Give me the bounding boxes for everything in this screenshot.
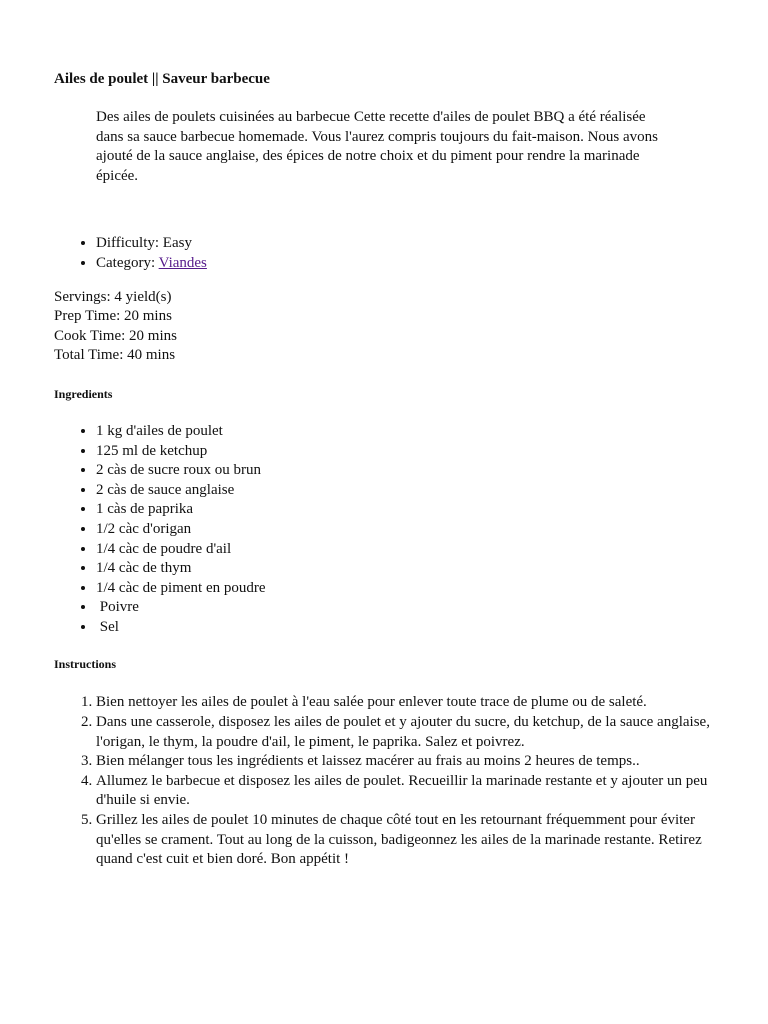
instruction-step: 3. Bien mélanger tous les ingrédients et laissez macérer au frais au moins 2 heures de temps..: [96, 752, 726, 772]
ingredient-item: • Poivre: [96, 598, 714, 618]
prep-time: Prep Time: 20 mins: [54, 308, 172, 325]
ingredient-item: • 2 càs de sauce anglaise: [96, 481, 714, 501]
instruction-step: 2. Dans une casserole, disposez les ailes de poulet et y ajouter du sucre, du ketchup, de la sauce anglaise, l'origan, le thym, la poudre d'ail, le piment, le paprika. Salez et poivrez.: [96, 713, 726, 752]
ingredient-item: • 1/4 càc de poudre d'ail: [96, 540, 714, 560]
recipe-title: Ailes de poulet || Saveur barbecue: [54, 71, 270, 87]
ingredient-item: • 1/4 càc de piment en poudre: [96, 579, 714, 599]
cook-time: Cook Time: 20 mins: [54, 327, 177, 344]
recipe-times: [54, 288, 714, 366]
ingredient-item: • 1 càs de paprika: [96, 500, 714, 520]
ingredient-item: • 1 kg d'ailes de poulet: [96, 422, 714, 442]
recipe-meta-list: [54, 234, 714, 273]
ingredient-item: • 2 càs de sucre roux ou brun: [96, 461, 714, 481]
instructions-heading: Instructions: [54, 657, 117, 672]
ingredient-item: • 125 ml de ketchup: [96, 442, 714, 462]
servings: Servings: 4 yield(s): [54, 288, 172, 305]
category-link[interactable]: Viandes: [158, 254, 207, 271]
ingredient-item: • 1/4 càc de thym: [96, 559, 714, 579]
difficulty-item: • Difficulty: Easy: [96, 234, 714, 254]
recipe-description: Des ailes de poulets cuisinées au barbecue Cette recette d'ailes de poulet BBQ a été réalisée dans sa sauce barbecue homemade. Vous l'aurez compris toujours du fait-maison. Nous avons ajouté de la sauce anglaise, des épices de notre choix et du piment pour rendre la marinade épicée.: [96, 109, 659, 184]
ingredients-list: [54, 422, 714, 638]
instructions-list: [54, 693, 726, 869]
total-time: Total Time: 40 mins: [54, 347, 176, 364]
ingredients-heading: Ingredients: [54, 386, 113, 401]
instruction-step: 4. Allumez le barbecue et disposez les ailes de poulet. Recueillir la marinade restante et y ajouter un peu d'huile si envie.: [96, 772, 726, 811]
ingredient-item: • Sel: [96, 618, 714, 638]
recipe-page: [54, 69, 714, 870]
instruction-step: 5. Grillez les ailes de poulet 10 minutes de chaque côté tout en les retournant fréquemment pour éviter qu'elles se crament. Tout au long de la cuisson, badigeonnez les ailes de la marinade restante. Retirez quand c'est cuit et bien doré. Bon appétit !: [96, 811, 726, 870]
instruction-step: 1. Bien nettoyer les ailes de poulet à l'eau salée pour enlever toute trace de plume ou de saleté.: [96, 693, 726, 713]
category-item: [96, 254, 714, 274]
category-label: Category:: [96, 254, 159, 271]
ingredient-item: • 1/2 càc d'origan: [96, 520, 714, 540]
